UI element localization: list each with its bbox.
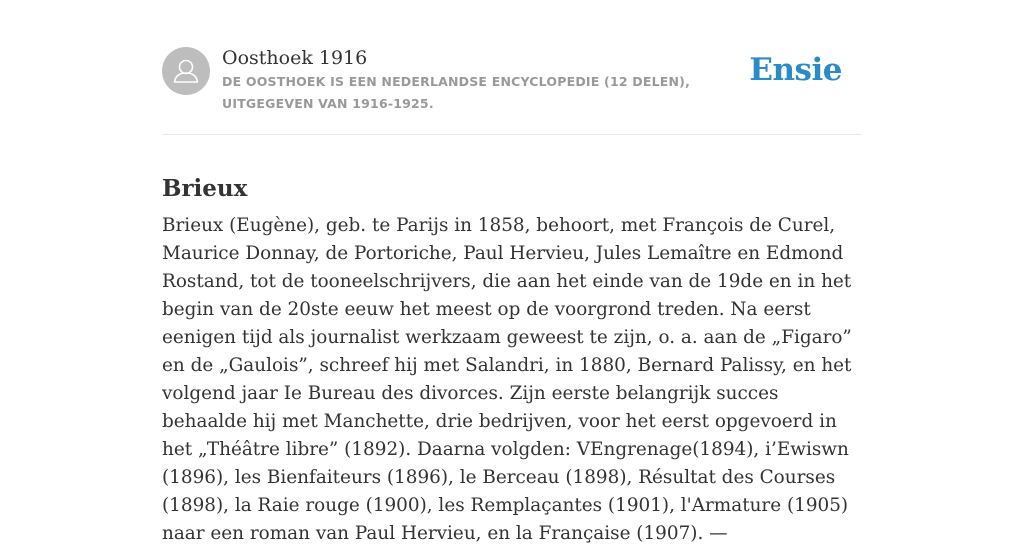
user-outline-icon [162,47,210,95]
source-description: DE OOSTHOEK IS EEN NEDERLANDSE ENCYCLOPEDIE (12 DELEN), UITGEGEVEN VAN 1916-1925. [222,74,691,111]
article-body: Brieux (Eugène), geb. te Parijs in 1858, behoort, met François de Curel, Maurice Donnay, de Portoriche, Paul Hervieu, Jules Lemaître en Edmond Rostand, tot de tooneelschrijvers, die aan het einde van de 19de en in het begin van de 20ste eeuw het meest op de voorgrond treden. Na eerst eenigen tijd als journalist werkzaam geweest te zijn, o. a. aan de „Figaro” en de „Gaulois”, schreef hij met Salandri, in 1880, Bernard Palissy, en het volgend jaar Ie Bureau des divorces. Zijn eerste belangrijk succes behaalde hij met Manchette, drie bedrijven, voor het eerst opgevoerd in het „Théâtre libre” (1892). Daarna volgden: VEngrenage(1894), i’Ewiswn (1896), les Bienfaiteurs (1896), le Berceau (1898), Résultat des Courses (1898), la Raie rouge (1900), les Remplaçantes (1901), l'Armature (1905) naar een roman van Paul Hervieu, en la Française (1907). — [162,215,852,544]
content-container [162,0,862,544]
article-title: Brieux [162,175,248,203]
source-header [162,0,862,135]
ensie-logo[interactable]: Ensie [749,52,842,88]
source-title[interactable]: Oosthoek 1916 [222,47,368,69]
user-avatar-icon[interactable] [162,47,210,95]
